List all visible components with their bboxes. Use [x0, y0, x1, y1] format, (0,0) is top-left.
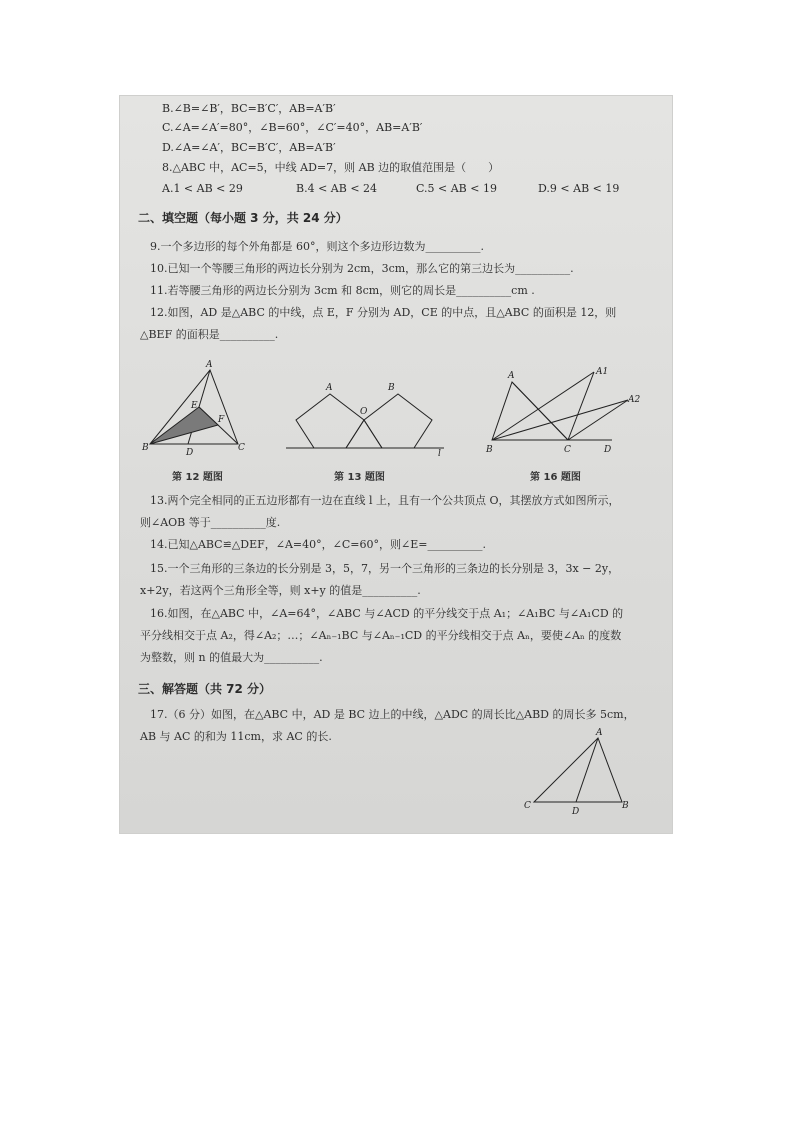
- question-9: 9.一个多边形的每个外角都是 60°，则这个多边形边数为__________.: [150, 240, 484, 253]
- question-12-line2: △BEF 的面积是__________.: [140, 328, 279, 341]
- question-16-line1: 16.如图，在△ABC 中，∠A=64°，∠ABC 与∠ACD 的平分线交于点 A₁；∠A₁BC 与∠A₁CD 的: [150, 607, 624, 620]
- fig12-label-f: F: [218, 415, 225, 425]
- question-15-line2: x+2y，若这两个三角形全等，则 x+y 的值是__________.: [140, 584, 421, 597]
- question-16-line3: 为整数，则 n 的值最大为__________.: [140, 651, 323, 664]
- fig17-label-a: A: [596, 728, 603, 738]
- fig16-label-c: C: [564, 445, 571, 455]
- question-12-line1: 12.如图，AD 是△ABC 的中线，点 E，F 分别为 AD，CE 的中点，且△ABC 的面积是 12，则: [150, 306, 617, 319]
- fig12-label-a: A: [206, 360, 213, 370]
- option-b-q7: B.∠B=∠B′，BC=B′C′，AB=A′B′: [162, 102, 336, 115]
- figure-13: [284, 374, 450, 458]
- exam-page: [120, 96, 672, 833]
- fig17-label-b: B: [622, 801, 629, 811]
- section-3-heading: 三、解答题（共 72 分）: [138, 682, 272, 696]
- question-17-line1: 17.（6 分）如图，在△ABC 中，AD 是 BC 边上的中线，△ADC 的周长比△ABD 的周长多 5cm，: [150, 708, 635, 721]
- question-17-line2: AB 与 AC 的和为 11cm，求 AC 的长.: [140, 730, 332, 743]
- question-14: 14.已知△ABC≌△DEF，∠A=40°，∠C=60°，则∠E=__________.: [150, 538, 486, 551]
- figure-12: [140, 358, 260, 458]
- fig16-label-a: A: [508, 371, 515, 381]
- fig13-label-o: O: [360, 407, 368, 417]
- fig17-label-d: D: [572, 807, 580, 816]
- question-15-line1: 15.一个三角形的三条边的长分别是 3，5，7，另一个三角形的三条边的长分别是 3，3x − 2y，: [150, 562, 620, 575]
- fig13-label-b: B: [388, 383, 395, 393]
- section-2-heading: 二、填空题（每小题 3 分，共 24 分）: [138, 211, 348, 225]
- fig17-label-c: C: [524, 801, 531, 811]
- option-a-q8: A.1 < AB < 29: [162, 182, 243, 195]
- option-d-q7: D.∠A=∠A′，BC=B′C′，AB=A′B′: [162, 141, 336, 154]
- fig16-label-a1: A1: [596, 367, 609, 377]
- fig12-label-b: B: [142, 443, 149, 453]
- option-c-q7: C.∠A=∠A′=80°，∠B=60°，∠C′=40°，AB=A′B′: [162, 121, 423, 134]
- caption-figure-16: 第 16 题图: [530, 472, 581, 483]
- option-b-q8: B.4 < AB < 24: [296, 182, 378, 195]
- option-c-q8: C.5 < AB < 19: [416, 182, 497, 195]
- fig12-label-c: C: [238, 443, 245, 453]
- option-d-q8: D.9 < AB < 19: [538, 182, 620, 195]
- fig13-label-l: l: [438, 449, 441, 458]
- caption-figure-12: 第 12 题图: [172, 472, 223, 483]
- question-10: 10.已知一个等腰三角形的两边长分别为 2cm，3cm，那么它的第三边长为__________.: [150, 262, 574, 275]
- question-13-line2: 则∠AOB 等于__________度.: [140, 516, 281, 529]
- figure-16: [482, 362, 652, 458]
- fig13-label-a: A: [326, 383, 333, 393]
- fig16-label-a2: A2: [628, 395, 641, 405]
- figure-17: [522, 726, 642, 816]
- fig16-label-b: B: [486, 445, 493, 455]
- question-13-line1: 13.两个完全相同的正五边形都有一边在直线 l 上，且有一个公共顶点 O，其摆放方式如图所示，: [150, 494, 620, 507]
- caption-figure-13: 第 13 题图: [334, 472, 385, 483]
- fig12-label-d: D: [186, 448, 194, 458]
- question-8-stem: 8.△ABC 中，AC=5，中线 AD=7，则 AB 边的取值范围是（ ）: [162, 161, 500, 174]
- question-11: 11.若等腰三角形的两边长分别为 3cm 和 8cm，则它的周长是__________cm .: [150, 284, 535, 297]
- question-16-line2: 平分线相交于点 A₂，得∠A₂；…；∠Aₙ₋₁BC 与∠Aₙ₋₁CD 的平分线相交于点 Aₙ，要使∠Aₙ 的度数: [140, 629, 622, 642]
- fig12-label-e: E: [191, 401, 198, 411]
- fig16-label-d: D: [604, 445, 612, 455]
